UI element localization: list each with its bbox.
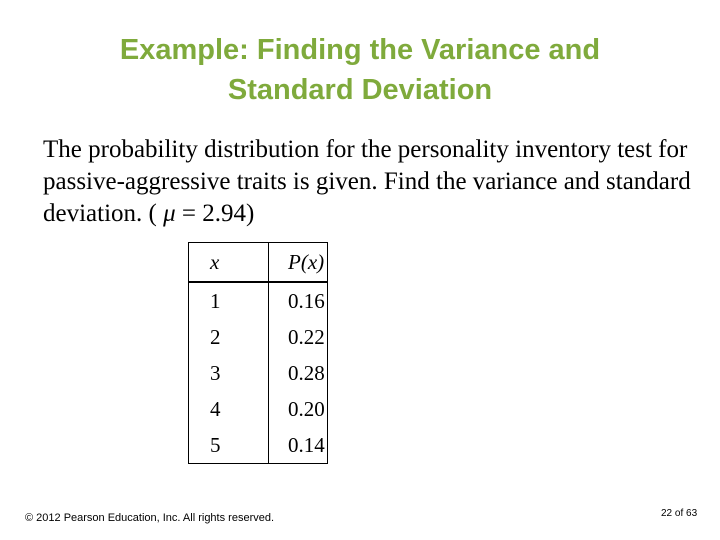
column-header-px: P(x)	[269, 243, 328, 283]
x-value-cell: 2	[189, 319, 269, 355]
page-number: 22 of 63	[661, 508, 698, 519]
x-value-cell: 1	[189, 282, 269, 319]
mu-symbol: μ	[163, 200, 176, 227]
table-row	[189, 355, 328, 391]
slide-title	[40, 30, 680, 110]
probability-cell: 0.22	[288, 324, 325, 349]
table-row	[189, 391, 328, 427]
probability-cell: 0.20	[288, 396, 325, 421]
table-row	[189, 427, 328, 464]
table-row	[189, 282, 328, 319]
problem-text: The probability distribution for the personality inventory test for passive-aggressive traits is given. Find the variance and standard deviation. (	[43, 136, 691, 227]
x-value-cell: 5	[189, 427, 269, 464]
copyright-notice: © 2012 Pearson Education, Inc. All rights reserved.	[25, 512, 275, 524]
table-header-row	[189, 243, 328, 283]
x-value-cell: 4	[189, 391, 269, 427]
problem-statement	[43, 134, 713, 230]
probability-cell: 0.28	[288, 360, 325, 385]
table-row	[189, 319, 328, 355]
probability-distribution-table	[188, 242, 328, 464]
probability-cell: 0.16	[288, 288, 325, 313]
probability-cell: 0.14	[288, 432, 325, 457]
slide-title-line-1: Example: Finding the Variance and	[119, 34, 601, 66]
slide-title-line-2: Standard Deviation	[227, 74, 493, 106]
mean-value-text: = 2.94)	[175, 200, 255, 227]
column-header-x: x	[189, 243, 269, 283]
x-value-cell: 3	[189, 355, 269, 391]
